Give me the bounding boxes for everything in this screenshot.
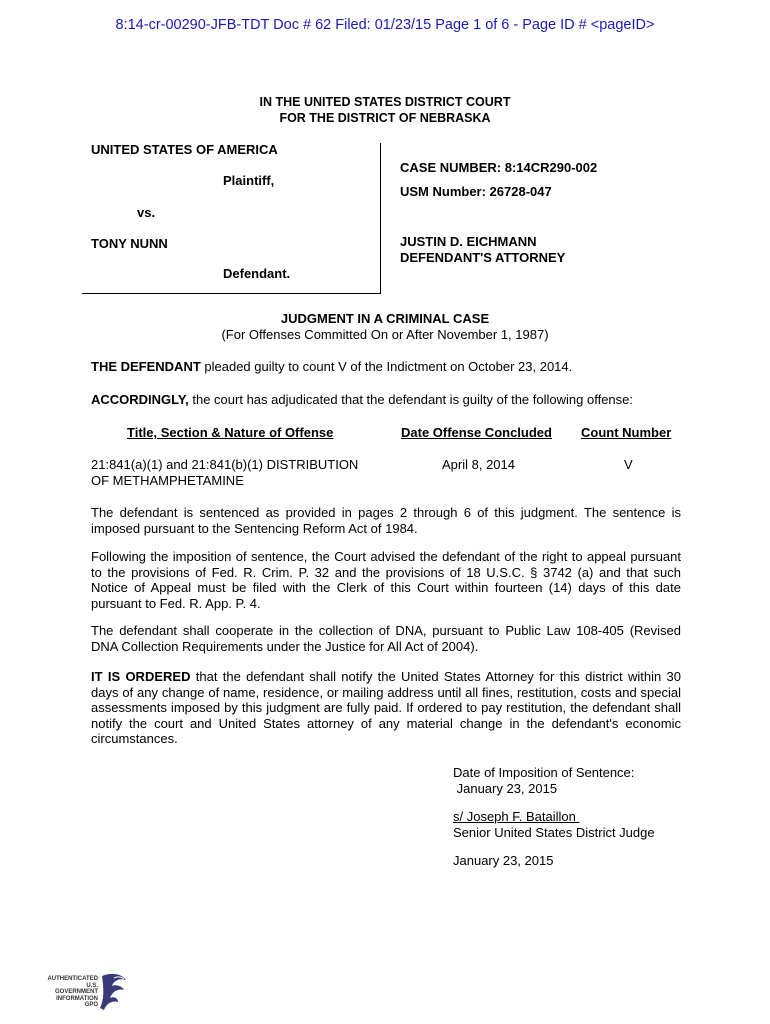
attorney-name: JUSTIN D. EICHMANN [400, 234, 537, 249]
judgment-title: JUDGMENT IN A CRIMINAL CASE [280, 311, 490, 326]
gpo-authentication-logo [42, 968, 132, 1016]
imposition-label: Date of Imposition of Sentence: [453, 765, 635, 780]
signer-title: Senior United States District Judge [453, 825, 655, 840]
ordered-text: that the defendant shall notify the United States Attorney for this district within 30 days of any change of name, residence, or mailing address until all fines, restitution, costs and special assessments imposed by this judgment are fully paid. If ordered to pay restitution, the defendant shall notify the court and United States attorney of any material change in the defendant's economic circumstances. [91, 669, 681, 746]
caption-divider-horizontal [82, 293, 381, 294]
signature-block [453, 809, 655, 841]
plea-lead: THE DEFENDANT [91, 359, 201, 374]
court-heading-line1: IN THE UNITED STATES DISTRICT COURT [259, 95, 511, 109]
table-header-count: Count Number [581, 425, 672, 440]
defendant-label: Defendant. [223, 266, 291, 281]
adjudication-statement [91, 392, 681, 408]
docket-stamp: 8:14-cr-00290-JFB-TDT Doc # 62 Filed: 01/23/15 Page 1 of 6 - Page ID # <pageID> [115, 17, 655, 33]
case-number: CASE NUMBER: 8:14CR290-002 [400, 160, 598, 175]
imposition-block [453, 765, 634, 797]
court-heading [0, 94, 770, 126]
ordered-paragraph [91, 669, 681, 747]
plaintiff-label: Plaintiff, [223, 173, 275, 188]
sentence-paragraph: The defendant is sentenced as provided in pages 2 through 6 of this judgment. The sentence is imposed pursuant to the Sentencing Reform Act of 1984. [91, 505, 681, 536]
offense-line2: OF METHAMPHETAMINE [91, 473, 244, 488]
gpo-logo-text: AUTHENTICATED U.S. GOVERNMENT INFORMATION GPO [47, 976, 98, 1008]
plea-statement [91, 359, 681, 375]
attorney-title: DEFENDANT'S ATTORNEY [400, 250, 566, 265]
table-header-offense: Title, Section & Nature of Offense [127, 425, 334, 440]
signer-name: s/ Joseph F. Bataillon [453, 809, 580, 824]
signature-date: January 23, 2015 [453, 853, 554, 868]
offense-line1: 21:841(a)(1) and 21:841(b)(1) DISTRIBUTION [91, 457, 359, 472]
imposition-date: January 23, 2015 [453, 781, 558, 796]
court-heading-line2: FOR THE DISTRICT OF NEBRASKA [279, 111, 491, 125]
defendant-name: TONY NUNN [91, 236, 168, 251]
offense-count: V [624, 457, 633, 472]
table-row [91, 457, 358, 489]
ordered-lead: IT IS ORDERED [91, 669, 191, 684]
usm-number: USM Number: 26728-047 [400, 184, 552, 199]
versus-label: vs. [137, 205, 156, 220]
dna-paragraph: The defendant shall cooperate in the collection of DNA, pursuant to Public Law 108-405 (Revised DNA Collection Requirements under the Justice for All Act of 2004). [91, 623, 681, 654]
judgment-subtitle: (For Offenses Committed On or After November 1, 1987) [221, 327, 549, 342]
plaintiff-name: UNITED STATES OF AMERICA [91, 142, 278, 157]
offense-date: April 8, 2014 [442, 457, 515, 472]
plea-text: pleaded guilty to count V of the Indictment on October 23, 2014. [200, 359, 573, 374]
caption-divider-vertical [380, 143, 381, 293]
table-header-date: Date Offense Concluded [401, 425, 552, 440]
adjudication-text: the court has adjudicated that the defendant is guilty of the following offense: [188, 392, 633, 407]
adjudication-lead: ACCORDINGLY, [91, 392, 189, 407]
appeal-paragraph: Following the imposition of sentence, the Court advised the defendant of the right to appeal pursuant to the provisions of Fed. R. Crim. P. 32 and the provisions of 18 U.S.C. § 3742 (a) and that such Notice of Appeal must be filed with the Clerk of this Court within fourteen (14) days of this date pursuant to Fed. R. App. P. 4. [91, 549, 681, 611]
